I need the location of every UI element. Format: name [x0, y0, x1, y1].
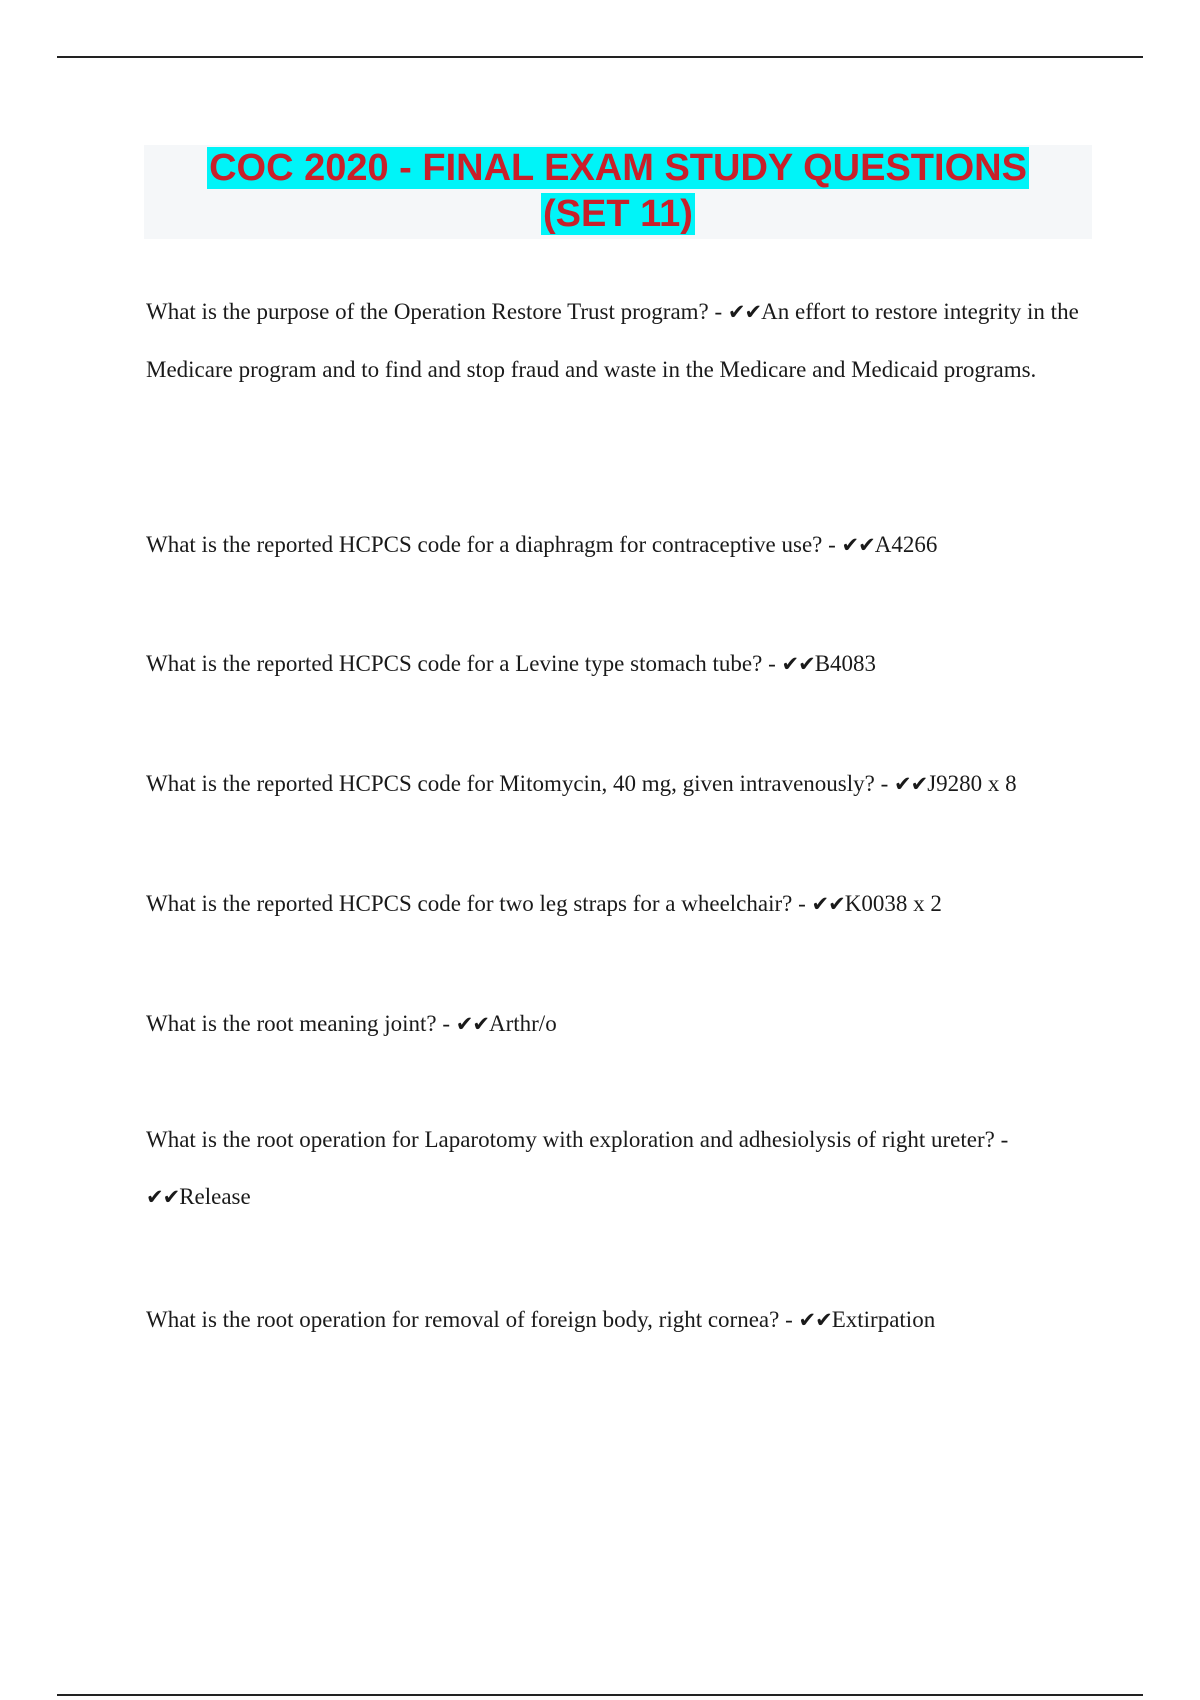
answer-text: J9280 x 8 — [927, 771, 1017, 796]
qa-item — [146, 283, 1096, 398]
top-rule — [57, 56, 1143, 58]
title-line-1: COC 2020 - FINAL EXAM STUDY QUESTIONS — [209, 147, 1027, 189]
answer-text: Arthr/o — [488, 1011, 557, 1036]
qa-item — [146, 635, 1096, 693]
double-check-icon: ✔✔ — [894, 772, 928, 796]
answer-text: An effort to restore integrity in the Medicare program and to find and stop fraud and waste in the Medicare and Medicaid programs. — [146, 299, 1079, 382]
answer-text: A4266 — [874, 532, 938, 557]
double-check-icon: ✔✔ — [727, 300, 762, 324]
answer-text: K0038 x 2 — [844, 891, 942, 916]
title-line-2: (SET 11) — [543, 193, 693, 235]
qa-item — [146, 1291, 1096, 1349]
double-check-icon: ✔✔ — [811, 892, 845, 916]
answer-text: Release — [179, 1184, 251, 1209]
question-text: What is the reported HCPCS code for a Levine type stomach tube? - — [146, 651, 782, 676]
qa-item — [146, 516, 1096, 574]
question-text: What is the purpose of the Operation Restore Trust program? - — [146, 299, 728, 324]
bottom-rule — [57, 1694, 1143, 1696]
qa-item — [146, 1111, 1096, 1226]
question-text: What is the reported HCPCS code for two leg straps for a wheelchair? - — [146, 891, 812, 916]
question-text: What is the reported HCPCS code for a diaphragm for contraceptive use? - — [146, 532, 842, 557]
question-text: What is the reported HCPCS code for Mitomycin, 40 mg, given intravenously? - — [146, 771, 895, 796]
question-text: What is the root operation for removal of foreign body, right cornea? - — [146, 1307, 799, 1332]
double-check-icon: ✔✔ — [798, 1308, 832, 1332]
double-check-icon: ✔✔ — [781, 652, 815, 676]
answer-text: B4083 — [814, 651, 877, 676]
qa-item — [146, 755, 1096, 813]
double-check-icon: ✔✔ — [455, 1012, 489, 1036]
qa-item — [146, 995, 1096, 1053]
question-text: What is the root operation for Laparotomy with exploration and adhesiolysis of right ureter? - — [146, 1127, 1009, 1152]
question-text: What is the root meaning joint? - — [146, 1011, 456, 1036]
double-check-icon: ✔✔ — [841, 533, 875, 557]
document-title — [144, 145, 1092, 239]
double-check-icon: ✔✔ — [146, 1185, 180, 1209]
answer-text: Extirpation — [831, 1307, 936, 1332]
qa-item — [146, 875, 1096, 933]
